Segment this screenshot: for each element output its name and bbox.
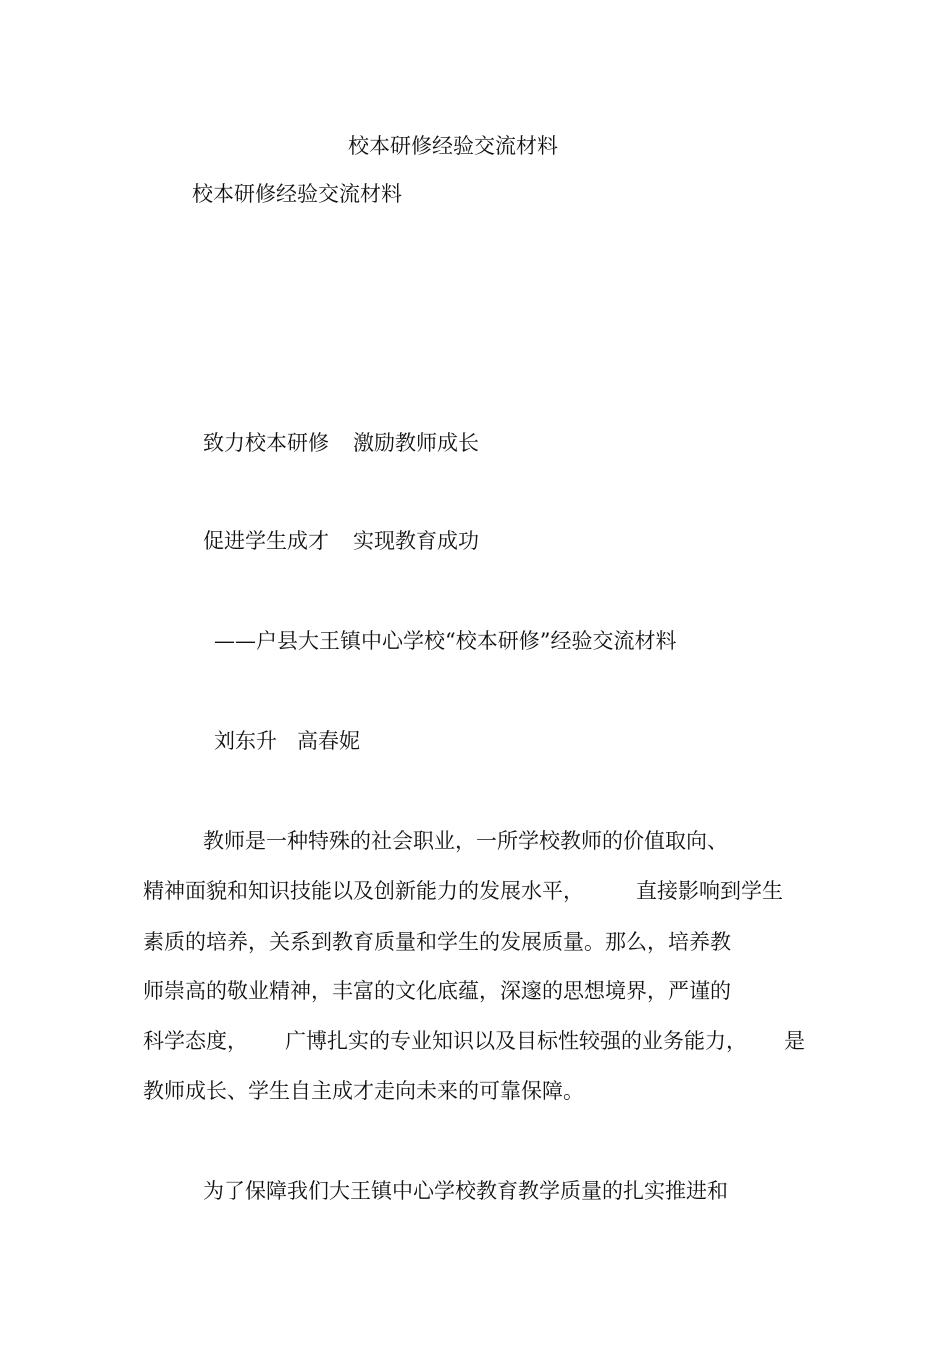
paragraph-1-line-6: 教师成长、学生自主成才走向未来的可靠保障。 — [143, 1079, 584, 1103]
paragraph-1-line-5 — [143, 1028, 805, 1054]
paragraph-1-line-1: 教师是一种特殊的社会职业，一所学校教师的价值取向、 — [203, 829, 728, 853]
paragraph-1-line-3: 素质的培养，关系到教育质量和学生的发展质量。那么，培养教 — [143, 930, 731, 954]
document-subtitle: 校本研修经验交流材料 — [192, 182, 402, 206]
paragraph-1-line-4: 师崇高的敬业精神，丰富的文化底蕴，深邃的思想境界，严谨的 — [143, 979, 731, 1003]
heading-line-1-part-2: 激励教师成长 — [353, 431, 479, 455]
authors — [214, 728, 360, 754]
heading-line-1-part-1: 致力校本研修 — [203, 431, 329, 455]
author-1: 刘东升 — [214, 729, 277, 753]
heading-line-1 — [203, 430, 479, 456]
heading-line-2 — [203, 528, 479, 554]
paragraph-1-line-2-part-1: 精神面貌和知识技能以及创新能力的发展水平， — [143, 879, 584, 903]
paragraph-1-line-5-part-2: 广博扎实的专业知识以及目标性较强的业务能力， — [285, 1029, 747, 1053]
author-2: 高春妮 — [297, 729, 360, 753]
paragraph-2-line-1: 为了保障我们大王镇中心学校教育教学质量的扎实推进和 — [203, 1179, 728, 1203]
byline: ——户县大王镇中心学校“校本研修”经验交流材料 — [214, 629, 677, 653]
paragraph-1-line-5-part-1: 科学态度， — [143, 1029, 248, 1053]
document-title: 校本研修经验交流材料 — [348, 134, 558, 158]
paragraph-1-line-5-part-3: 是 — [784, 1029, 805, 1053]
paragraph-1-line-2 — [143, 878, 783, 904]
paragraph-1-line-2-part-2: 直接影响到学生 — [636, 879, 783, 903]
heading-line-2-part-2: 实现教育成功 — [353, 529, 479, 553]
heading-line-2-part-1: 促进学生成才 — [203, 529, 329, 553]
